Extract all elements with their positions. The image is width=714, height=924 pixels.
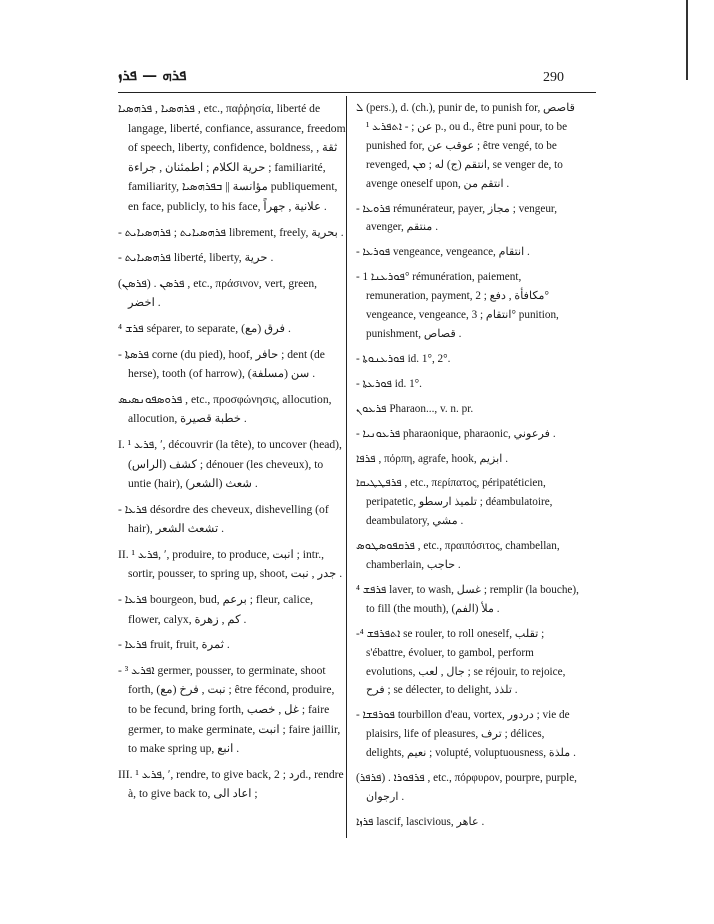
entry: - ܦܪܗܣܝܐܝܬ ; ܦܪܗܣܝܐܝܬ librement, freely, بحرية . bbox=[118, 225, 344, 239]
entry: ܦܪܦܐ , πόρπη, agrafe, hook, ابزيم . bbox=[356, 452, 509, 465]
entry: ܦܪܘܣܦܘܢܣܝܣ , etc., προσφώνησις, allocution, allocution, خطبة قصيرة . bbox=[118, 392, 332, 426]
entry: ܠ (pers.), d. (ch.), punir de, to punish for, قاصص عن ; - ܐܬܦܪܥ ¹ p., ou d., être puni pour, to be punished for, عوقب عن ; être vengé, to be revenged, انتقم (ج) له ; ܡܢ, se venger de, to avenge oneself upon, انتقم من . bbox=[356, 102, 576, 190]
entry: - ܦܪܥܐ désordre des cheveux, dishevelling (of hair), تشعث الشعر . bbox=[118, 502, 329, 536]
entry: I. ܦܪܥ ¹, ʹ, découvrir (la tête), to uncover (head), كشف (الراس) ; dénouer (les cheveux), to untie (hair), شعث (الشعر) . bbox=[118, 437, 342, 491]
page-number: 290 bbox=[543, 70, 564, 85]
right-column bbox=[356, 99, 584, 838]
entry: ܦܪܗܣܝܐ , ܦܪܗܣܝܐ , etc., παῤῥησία, liberté de langage, liberté, confiance, assurance, freedom of speech, liberty, confidence, boldness, ثقة , حرية الكلام ; اطمئنان , جراءة ; familiarité, familiarity, مؤانسة || ܒܦܪܗܣܝܐ publiquement, en face, publicly, to his face, علانية , جهراً . bbox=[118, 102, 346, 213]
entry: II. ܦܪܥ ¹, ʹ, produire, to produce, انبت ; intr., sortir, pousser, to spring up, shoot, جدر , نبت . bbox=[118, 547, 343, 581]
running-head: ܦܪܗ — ܦܪܙ bbox=[118, 66, 187, 84]
page-edge bbox=[686, 0, 688, 80]
entry: - ܦܪܥܐ bourgeon, bud, برعم ; fleur, calice, flower, calyx, كم , زهرة . bbox=[118, 593, 314, 626]
column-divider bbox=[346, 96, 347, 838]
entry: III. ܦܪܥ ¹, ʹ, rendre, to give back, رد ; 2d., rendre à, to give back to, اعاد الى ; bbox=[118, 767, 344, 801]
header-rule bbox=[118, 92, 596, 93]
left-column bbox=[118, 99, 346, 810]
entry: - ܦܪܥܐ fruit, fruit, ثمرة . bbox=[118, 638, 230, 652]
entry: - ܦܘܪܥܢܐ 1° rémunération, paiement, remuneration, payment, مكافأة , دفع ; 2° vengeance, vengeance, انتقام ; 3° punition, punishment, قصاص . bbox=[356, 271, 559, 340]
entry: ܦܪܦܫ ⁴ laver, to wash, غسل ; remplir (la bouche), to fill (the mouth), ملأ (الفم) . bbox=[356, 583, 579, 615]
entry: - ܐܦܪܥ ³ germer, pousser, to germinate, shoot forth, نبت , فرخ (مع) ; être fécond, produire, to be fecund, bring forth, غل , خصب ; faire germer, to make germinate, انبت ; faire jaillir, to make spring up, انبع . bbox=[118, 663, 341, 756]
entry: - ܦܘܪܥܐ vengeance, vengeance, انتقام . bbox=[356, 246, 530, 259]
entry: - ܦܘܪܥܢܘܬܐ id. 1°, 2°. bbox=[356, 352, 451, 365]
entry: - ܦܪܣܬܐ corne (du pied), hoof, حافر ; dent (de herse), tooth (of harrow), سن (مسلفة) . bbox=[118, 347, 325, 381]
entry: - ܦܪܥܘܢܝܐ pharaonique, pharaonic, فرعوني . bbox=[356, 427, 556, 440]
entry: ܦܪܦܛܛܝܩܐ , etc., περίπατος, péripatéticien, peripatetic, تلميذ ارسطو ; déambulatoire, deambulatory, مشي . bbox=[356, 477, 553, 528]
entry: ܦܪܥܘܢ Pharaon..., v. n. pr. bbox=[356, 402, 474, 415]
entry: - ܦܘܪܥܬܐ id. 1°. bbox=[356, 377, 422, 390]
entry: (ܦܪܣܢ) . ܦܪܣܢ , etc., πράσινον, vert, green, اخضر . bbox=[118, 276, 318, 310]
entry: (ܦܪܦܪ) . ܦܪܦܘܪܐ , etc., πόρφυρον, pourpre, purple, ارجوان . bbox=[356, 772, 577, 803]
entry: ܦܪܫ ⁴ séparer, to separate, فرق (مع) . bbox=[118, 321, 291, 335]
entry: - ܦܪܘܥܐ rémunérateur, payer, مجاز ; vengeur, avenger, منتقم . bbox=[356, 202, 558, 234]
entry: ܦܪܩܦܘܣܛܘܣ , etc., πραιπόσιτος, chambellan, chamberlain, حاجب . bbox=[356, 540, 560, 572]
entry: - ܦܪܗܣܝܐܝܬ liberté, liberty, حرية . bbox=[118, 251, 274, 265]
entry: - ܦܘܪܦܫܐ tourbillon d'eau, vortex, دردور ; vie de plaisirs, life of pleasures, ترف ; délices, delights, نعيم ; volupté, voluptuousness, ملذة . bbox=[356, 709, 576, 760]
entry: ܦܪܙܐ lascif, lascivious, عاهر . bbox=[356, 815, 485, 828]
entry: -ܐܬܦܪܦܫ ⁴ se rouler, to roll oneself, تقلب ; s'ébattre, évoluer, to gambol, perform evolutions, جال , لعب ; se réjouir, to rejoice, فرح ; se délecter, to delight, تلذذ . bbox=[356, 627, 566, 697]
